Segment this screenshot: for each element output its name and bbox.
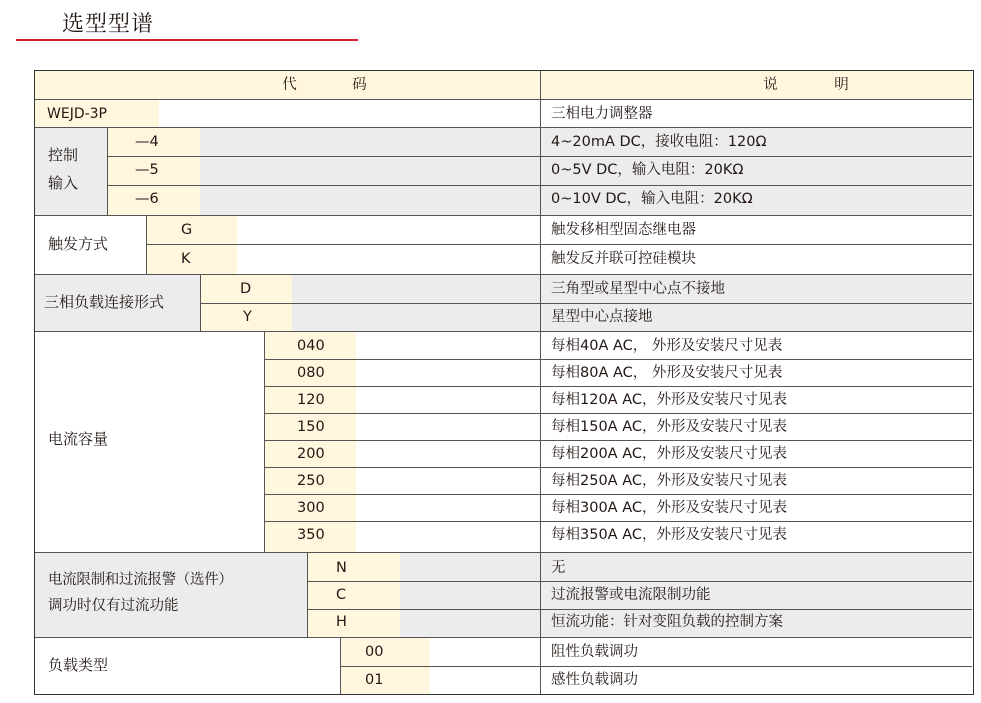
rule xyxy=(200,303,972,304)
load-desc-01: 感性负载调功 xyxy=(551,672,638,688)
current-code: 200 xyxy=(297,446,325,462)
control-label-line1: 控制 xyxy=(48,146,79,164)
rule xyxy=(35,215,972,216)
control-code-4: —4 xyxy=(135,134,159,150)
connection-desc-y: 星型中心点接地 xyxy=(551,309,653,325)
load-code-00: 00 xyxy=(365,644,384,660)
connection-desc-d: 三角型或星型中心点不接地 xyxy=(551,281,725,297)
title-underline xyxy=(16,39,358,41)
current-desc: 每相40A AC， 外形及安装尺寸见表 xyxy=(551,338,783,354)
page-title: 选型型谱 xyxy=(62,12,155,37)
rule xyxy=(307,609,972,610)
limit-label-line2: 调功时仅有过流功能 xyxy=(48,598,179,614)
header-desc-1: 说 xyxy=(763,77,779,93)
control-code-6: —6 xyxy=(135,191,159,207)
current-code: 120 xyxy=(297,392,325,408)
trigger-desc-g: 触发移相型固态继电器 xyxy=(551,222,696,238)
rule xyxy=(307,581,972,582)
load-label: 负载类型 xyxy=(48,656,109,674)
trigger-desc-k: 触发反并联可控硅模块 xyxy=(551,251,696,267)
control-desc-6: 0~10V DC，输入电阻：20KΩ xyxy=(551,191,753,207)
rule xyxy=(264,440,972,441)
model-desc: 三相电力调整器 xyxy=(551,106,653,122)
rule xyxy=(107,127,108,215)
rule xyxy=(540,71,541,694)
current-desc: 每相250A AC，外形及安装尺寸见表 xyxy=(551,473,787,489)
header-code-2: 码 xyxy=(352,77,368,93)
load-code-01: 01 xyxy=(365,672,384,688)
limit-desc-c: 过流报警或电流限制功能 xyxy=(551,587,711,603)
limit-code-n: N xyxy=(336,560,347,576)
current-code: 040 xyxy=(297,338,325,354)
rule xyxy=(35,637,972,638)
rule xyxy=(340,637,341,694)
rule xyxy=(35,331,972,332)
limit-code-h: H xyxy=(336,614,347,630)
load-desc-00: 阻性负载调功 xyxy=(551,644,638,660)
rule xyxy=(146,215,147,274)
limit-section-bg xyxy=(35,553,540,637)
rule xyxy=(35,127,972,128)
trigger-code-g: G xyxy=(181,222,193,238)
header-desc-2: 明 xyxy=(834,77,850,93)
rule xyxy=(35,99,972,100)
current-code: 080 xyxy=(297,365,325,381)
limit-codes-bg xyxy=(307,553,400,637)
rule xyxy=(307,552,308,637)
connection-code-d: D xyxy=(240,281,252,297)
rule xyxy=(35,552,972,553)
control-code-5: —5 xyxy=(135,162,159,178)
current-code: 350 xyxy=(297,527,325,543)
current-desc: 每相200A AC，外形及安装尺寸见表 xyxy=(551,446,787,462)
header-code-1: 代 xyxy=(282,77,298,93)
rule xyxy=(264,521,972,522)
model-spec-table xyxy=(34,70,974,695)
current-desc: 每相300A AC，外形及安装尺寸见表 xyxy=(551,500,787,516)
rule xyxy=(264,467,972,468)
rule xyxy=(264,413,972,414)
rule xyxy=(200,274,201,331)
current-desc: 每相150A AC，外形及安装尺寸见表 xyxy=(551,419,787,435)
current-code: 250 xyxy=(297,473,325,489)
rule xyxy=(35,274,972,275)
rule xyxy=(264,494,972,495)
limit-desc-n: 无 xyxy=(551,560,566,576)
current-label: 电流容量 xyxy=(48,430,109,448)
current-code: 300 xyxy=(297,500,325,516)
trigger-label: 触发方式 xyxy=(48,235,109,253)
rule xyxy=(340,666,972,667)
current-code: 150 xyxy=(297,419,325,435)
rule xyxy=(264,386,972,387)
limit-label-line1: 电流限制和过流报警（选件） xyxy=(48,572,233,588)
limit-code-c: C xyxy=(336,587,347,603)
control-label-line2: 输入 xyxy=(48,174,79,192)
trigger-code-k: K xyxy=(181,251,191,267)
connection-code-y: Y xyxy=(243,309,252,325)
model-code: WEJD-3P xyxy=(47,106,107,122)
rule xyxy=(264,331,265,552)
control-desc-5: 0~5V DC，输入电阻：20KΩ xyxy=(551,162,744,178)
header-bg xyxy=(35,71,972,99)
current-desc: 每相350A AC，外形及安装尺寸见表 xyxy=(551,527,787,543)
current-desc: 每相80A AC， 外形及安装尺寸见表 xyxy=(551,365,783,381)
limit-desc-h: 恒流功能：针对变阻负载的控制方案 xyxy=(551,614,783,630)
control-desc-4: 4~20mA DC，接收电阻：120Ω xyxy=(551,134,767,150)
rule xyxy=(264,359,972,360)
current-desc: 每相120A AC，外形及安装尺寸见表 xyxy=(551,392,787,408)
rule xyxy=(146,244,972,245)
connection-label: 三相负载连接形式 xyxy=(44,293,165,311)
